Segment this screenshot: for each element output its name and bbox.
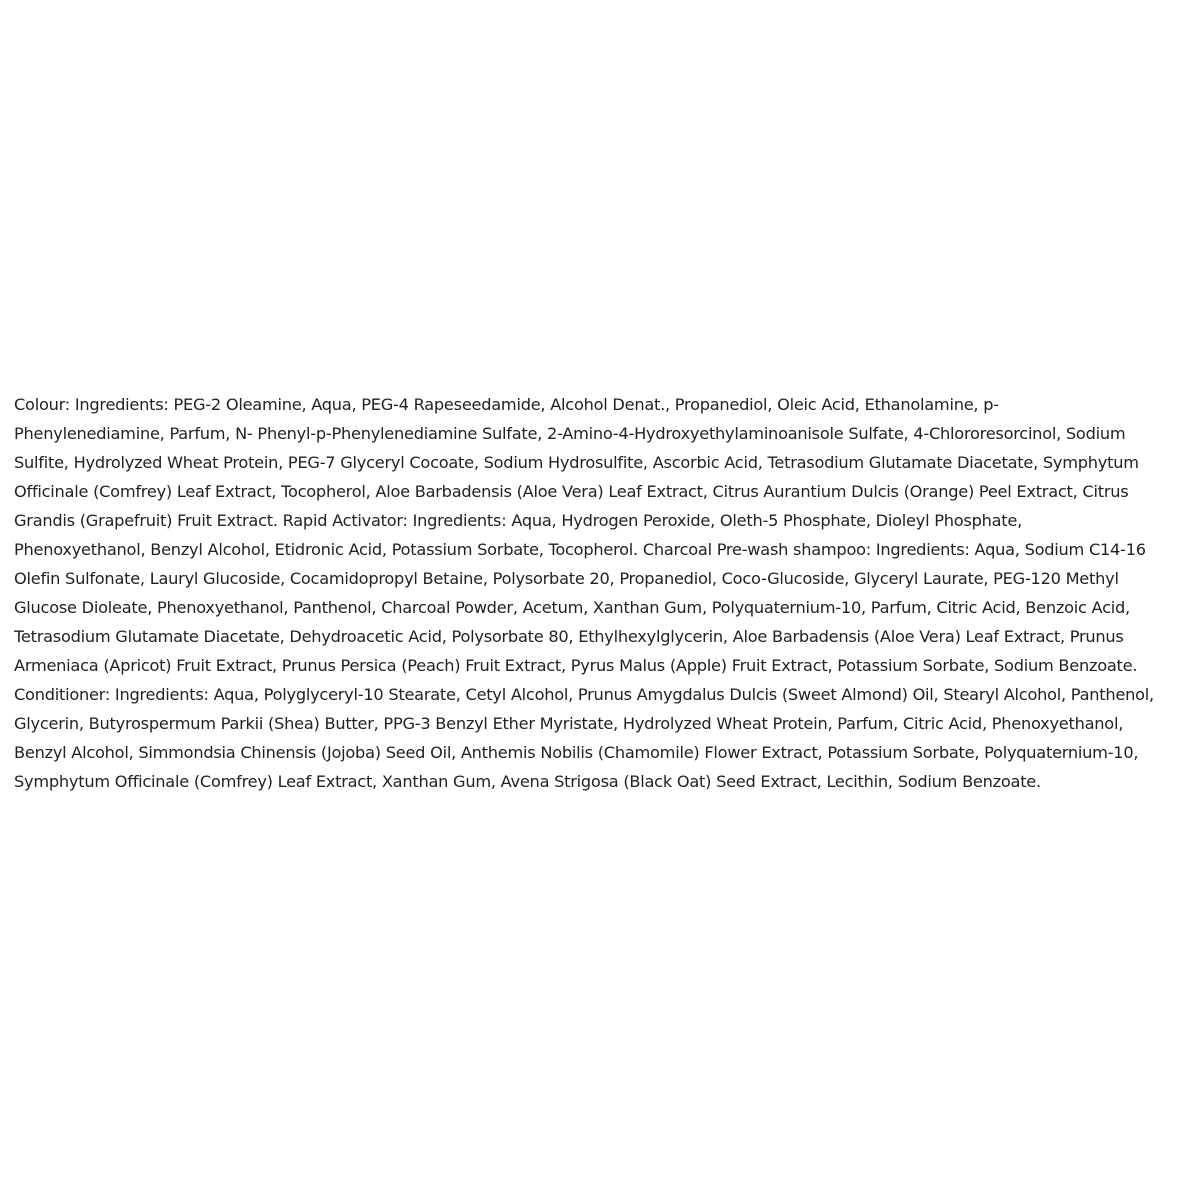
ingredients-line-8: Glucose Dioleate, Phenoxyethanol, Panthenol, Charcoal Powder, Acetum, Xanthan Gum, Polyquaternium-10, Parfum, Citric Acid, Benzoic Acid, [14, 598, 1130, 617]
ingredients-line-2: Phenylenediamine, Parfum, N- Phenyl-p-Phenylenediamine Sulfate, 2-Amino-4-Hydroxyethylaminoanisole Sulfate, 4-Chlororesorcinol, Sodium [14, 424, 1126, 443]
ingredients-line-6: Phenoxyethanol, Benzyl Alcohol, Etidronic Acid, Potassium Sorbate, Tocopherol. Charcoal Pre-wash shampoo: Ingredients: Aqua, Sodium C14-16 [14, 540, 1146, 559]
ingredients-line-4: Officinale (Comfrey) Leaf Extract, Tocopherol, Aloe Barbadensis (Aloe Vera) Leaf Extract, Citrus Aurantium Dulcis (Orange) Peel Extract, Citrus [14, 482, 1129, 501]
ingredients-line-9: Tetrasodium Glutamate Diacetate, Dehydroacetic Acid, Polysorbate 80, Ethylhexylglycerin, Aloe Barbadensis (Aloe Vera) Leaf Extract, Prunus [14, 627, 1124, 646]
ingredients-line-3: Sulfite, Hydrolyzed Wheat Protein, PEG-7 Glyceryl Cocoate, Sodium Hydrosulfite, Ascorbic Acid, Tetrasodium Glutamate Diacetate, Symphytum [14, 453, 1139, 472]
ingredients-line-14: Symphytum Officinale (Comfrey) Leaf Extract, Xanthan Gum, Avena Strigosa (Black Oat) Seed Extract, Lecithin, Sodium Benzoate. [14, 772, 1041, 791]
ingredients-line-5: Grandis (Grapefruit) Fruit Extract. Rapid Activator: Ingredients: Aqua, Hydrogen Peroxide, Oleth-5 Phosphate, Dioleyl Phosphate, [14, 511, 1022, 530]
ingredients-line-1: Colour: Ingredients: PEG-2 Oleamine, Aqua, PEG-4 Rapeseedamide, Alcohol Denat., Propanediol, Oleic Acid, Ethanolamine, p- [14, 395, 999, 414]
ingredients-line-11: Conditioner: Ingredients: Aqua, Polyglyceryl-10 Stearate, Cetyl Alcohol, Prunus Amygdalus Dulcis (Sweet Almond) Oil, Stearyl Alcohol, Panthenol, [14, 685, 1154, 704]
ingredients-text-block [14, 390, 1186, 796]
ingredients-line-12: Glycerin, Butyrospermum Parkii (Shea) Butter, PPG-3 Benzyl Ether Myristate, Hydrolyzed Wheat Protein, Parfum, Citric Acid, Phenoxyethanol, [14, 714, 1124, 733]
ingredients-line-13: Benzyl Alcohol, Simmondsia Chinensis (Jojoba) Seed Oil, Anthemis Nobilis (Chamomile) Flower Extract, Potassium Sorbate, Polyquaternium-10, [14, 743, 1139, 762]
ingredients-line-10: Armeniaca (Apricot) Fruit Extract, Prunus Persica (Peach) Fruit Extract, Pyrus Malus (Apple) Fruit Extract, Potassium Sorbate, Sodium Benzoate. [14, 656, 1138, 675]
ingredients-line-7: Olefin Sulfonate, Lauryl Glucoside, Cocamidopropyl Betaine, Polysorbate 20, Propanediol, Coco-Glucoside, Glyceryl Laurate, PEG-120 Methyl [14, 569, 1119, 588]
